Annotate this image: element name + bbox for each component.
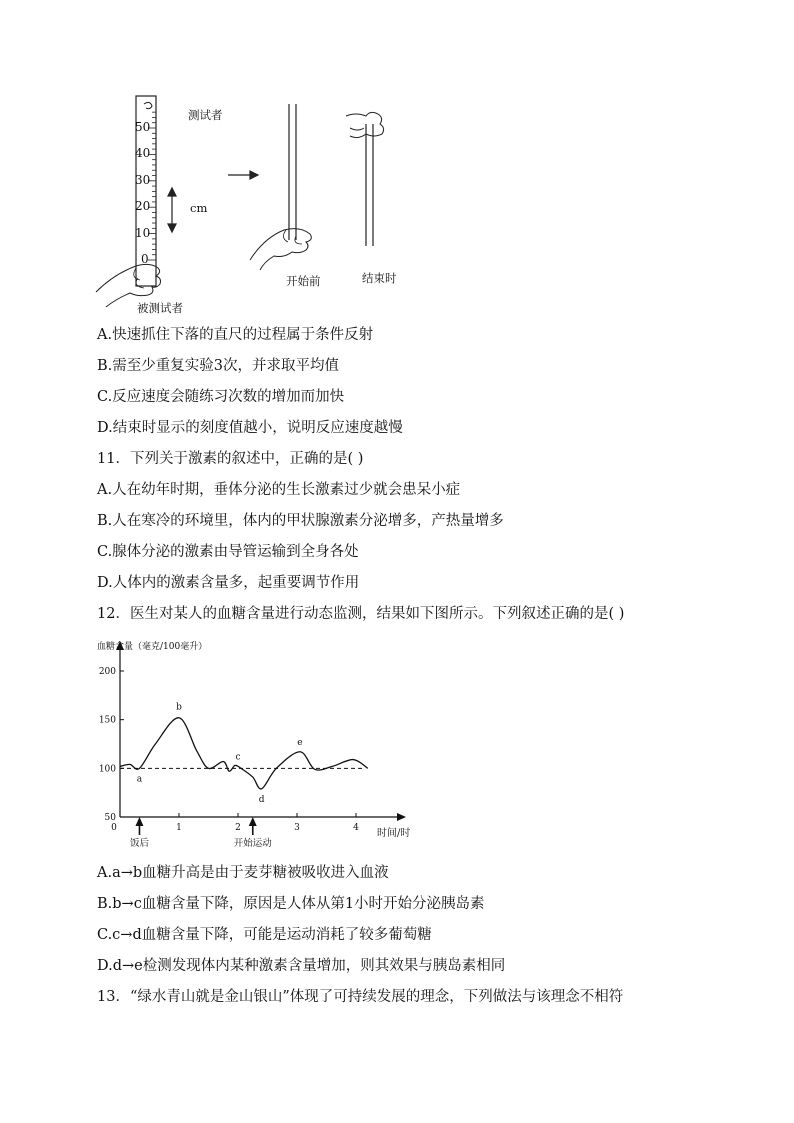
label-subject: 被测试者 bbox=[137, 301, 183, 315]
x-axis-label: 时间/时 bbox=[377, 828, 411, 839]
q11-option-a: A.人在幼年时期，垂体分泌的生长激素过少就会患呆小症 bbox=[97, 482, 461, 498]
q11-option-b: B.人在寒冷的环境里，体内的甲状腺激素分泌增多，产热量增多 bbox=[97, 513, 504, 529]
q11-option-d: D.人体内的激素含量多，起重要调节作用 bbox=[97, 575, 360, 591]
ruler-top-mark bbox=[144, 102, 152, 108]
q12-stem: 12．医生对某人的血糖含量进行动态监测，结果如下图所示。下列叙述正确的是( ) bbox=[97, 606, 625, 622]
q12-option-d: D.d→e检测发现体内某种激素含量增加，则其效果与胰岛素相同 bbox=[97, 958, 506, 974]
ruler-tick-label: 30 bbox=[135, 172, 151, 187]
annotation-arrowhead-0 bbox=[135, 817, 143, 826]
point-label-d: d bbox=[258, 794, 265, 805]
x-axis-arrow bbox=[397, 813, 406, 821]
point-label-a: a bbox=[136, 774, 143, 785]
hand-after bbox=[346, 112, 384, 137]
x-tick-label: 3 bbox=[294, 823, 300, 833]
label-tester: 测试者 bbox=[188, 108, 223, 122]
label-after: 结束时 bbox=[362, 271, 397, 285]
q12-option-a: A.a→b血糖升高是由于麦芽糖被吸收进入血液 bbox=[97, 865, 389, 881]
y-axis-label: 血糖含量（毫克/100毫升） bbox=[97, 642, 208, 652]
q12-option-b: B.b→c血糖含量下降，原因是人体从第1小时开始分泌胰岛素 bbox=[97, 896, 485, 912]
x-tick-label: 2 bbox=[235, 823, 241, 833]
q11-option-c: C.腺体分泌的激素由导管运输到全身各处 bbox=[97, 544, 359, 560]
x-tick-label: 4 bbox=[353, 823, 359, 833]
x-tick-label: 1 bbox=[176, 823, 182, 833]
blood-sugar-line bbox=[120, 718, 368, 789]
q13-stem: 13．“绿水青山就是金山银山”体现了可持续发展的理念，下列做法与该理念不相符 bbox=[97, 989, 624, 1005]
ruler-tick-label: 10 bbox=[135, 225, 151, 240]
point-label-b: b bbox=[176, 702, 182, 713]
annotation-arrowhead-1 bbox=[249, 817, 257, 826]
ruler-tick-label: 50 bbox=[135, 120, 151, 134]
label-unit: cm bbox=[190, 201, 208, 215]
y-tick-label: 150 bbox=[98, 715, 116, 726]
q10-option-a: A.快速抓住下落的直尺的过程属于条件反射 bbox=[97, 327, 374, 343]
q10-option-c: C.反应速度会随练习次数的增加而加快 bbox=[97, 389, 345, 405]
q10-option-b: B.需至少重复实验3次，并求取平均值 bbox=[97, 358, 339, 374]
annotation-label-0: 饭后 bbox=[129, 838, 149, 849]
q11-stem: 11．下列关于激素的叙述中，正确的是( ) bbox=[97, 451, 364, 467]
ruler-tick-label: 0 bbox=[141, 252, 149, 266]
ruler-tick-label: 20 bbox=[135, 199, 151, 214]
q10-option-d: D.结束时显示的刻度值越小，说明反应速度越慢 bbox=[97, 420, 403, 436]
distance-arrow bbox=[168, 188, 176, 232]
hand-before bbox=[250, 229, 311, 270]
q12-option-c: C.c→d血糖含量下降，可能是运动消耗了较多葡萄糖 bbox=[97, 927, 432, 943]
y-tick-label: 200 bbox=[98, 667, 116, 677]
blood-sugar-chart bbox=[92, 636, 422, 854]
y-tick-label: 100 bbox=[98, 764, 116, 775]
annotation-label-1: 开始运动 bbox=[233, 838, 272, 849]
transition-arrow bbox=[228, 171, 258, 179]
label-before: 开始前 bbox=[286, 274, 321, 288]
point-label-e: e bbox=[297, 737, 303, 748]
x-tick-label: 0 bbox=[111, 823, 117, 833]
ruler-tick-label: 40 bbox=[135, 146, 151, 161]
point-label-c: c bbox=[235, 752, 241, 763]
y-tick-label: 50 bbox=[104, 813, 116, 823]
